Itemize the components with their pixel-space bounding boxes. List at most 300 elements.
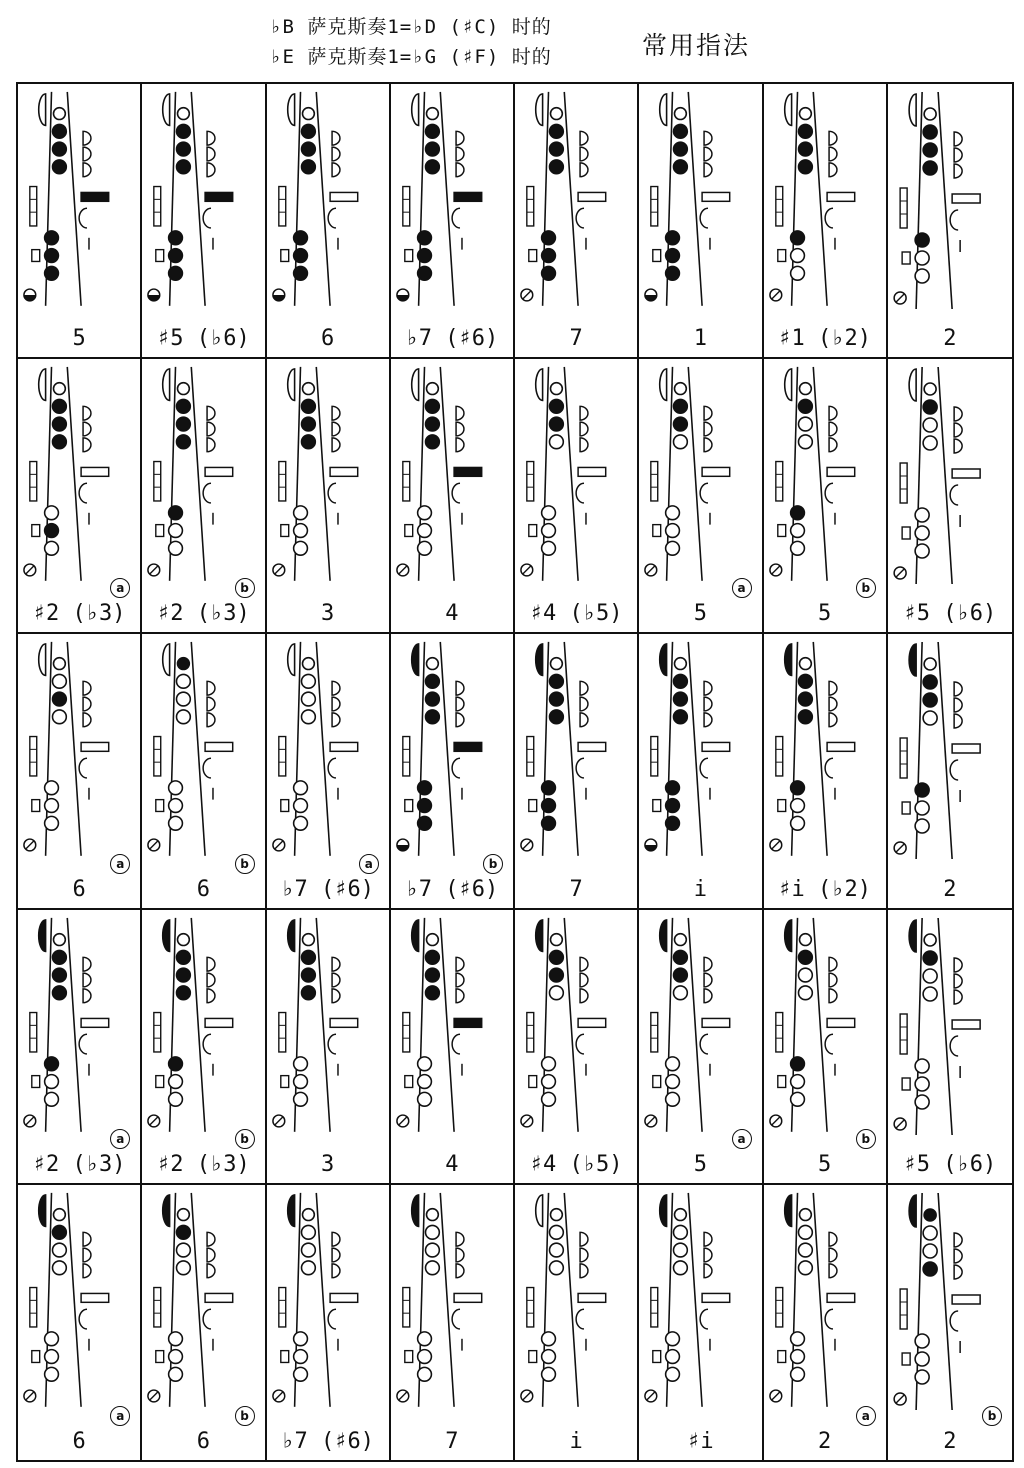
left-stack-keys — [651, 462, 658, 501]
octave-key — [163, 94, 170, 126]
lower-tone-hole — [45, 799, 59, 813]
left-stack-keys — [900, 1289, 907, 1329]
lower-tone-hole — [915, 819, 929, 833]
note-label: ♯5 (♭6) — [157, 326, 250, 352]
upper-tone-hole — [302, 1208, 314, 1220]
variant-badge: b — [235, 1129, 255, 1149]
octave-key — [536, 644, 543, 676]
upper-tone-hole — [53, 142, 67, 156]
side-bar-key — [578, 743, 606, 752]
side-bar-key — [578, 1293, 606, 1302]
note-label: ♭7 (♯6) — [405, 326, 499, 352]
fingering-diagram — [18, 84, 140, 314]
side-curve-key — [328, 759, 336, 779]
side-curve-key — [576, 1034, 584, 1054]
side-key — [332, 988, 340, 1002]
side-key — [207, 438, 215, 452]
octave-key — [287, 644, 294, 676]
upper-tone-hole — [550, 1225, 564, 1239]
side-key — [704, 682, 712, 696]
low-square-key — [405, 1075, 413, 1087]
upper-tone-hole — [53, 710, 67, 724]
upper-tone-hole — [798, 1243, 812, 1257]
side-key — [704, 1248, 712, 1262]
lower-tone-hole — [790, 817, 804, 831]
lower-tone-hole — [417, 1092, 431, 1106]
side-key — [580, 407, 588, 421]
side-key — [332, 1232, 340, 1246]
fingering-diagram — [639, 634, 761, 864]
side-bar-key — [702, 743, 730, 752]
side-curve-key — [79, 483, 87, 503]
upper-tone-hole — [53, 108, 65, 120]
side-bar-key — [578, 468, 606, 477]
fingering-diagram — [267, 910, 389, 1140]
variant-badge: b — [856, 1129, 876, 1149]
lower-tone-hole — [293, 266, 307, 280]
left-stack-keys — [278, 1012, 285, 1051]
side-key — [332, 422, 340, 436]
body-line — [192, 92, 206, 306]
upper-tone-hole — [550, 658, 562, 670]
side-key — [829, 973, 837, 987]
side-key — [954, 132, 962, 146]
fingering-cell — [142, 910, 266, 1185]
lower-tone-hole — [417, 249, 431, 263]
octave-key — [287, 1195, 294, 1227]
upper-tone-hole — [53, 693, 67, 707]
side-bar-key — [702, 1018, 730, 1027]
octave-key — [784, 1195, 791, 1227]
side-key — [332, 973, 340, 987]
side-curve-key — [576, 1309, 584, 1329]
body-line — [813, 92, 827, 306]
low-square-key — [777, 1075, 785, 1087]
side-curve-key — [79, 208, 87, 228]
lower-tone-hole — [417, 1349, 431, 1363]
side-curve-key — [576, 208, 584, 228]
fingering-cell — [764, 1185, 888, 1460]
side-bar-key — [205, 1018, 233, 1027]
upper-tone-hole — [923, 418, 937, 432]
low-square-key — [653, 1350, 661, 1362]
octave-key — [909, 94, 916, 126]
upper-tone-hole — [301, 417, 315, 431]
fingering-diagram — [888, 1185, 1012, 1415]
fingering-diagram — [515, 634, 637, 864]
lower-tone-hole — [790, 249, 804, 263]
side-key — [83, 1264, 91, 1278]
fingering-cell — [18, 1185, 142, 1460]
lower-tone-hole — [417, 1056, 431, 1070]
fingering-diagram — [888, 359, 1012, 589]
side-key — [829, 713, 837, 727]
low-square-key — [156, 250, 164, 262]
lower-tone-hole — [169, 799, 183, 813]
side-key — [83, 1248, 91, 1262]
note-label: 2 — [943, 876, 957, 902]
fingering-diagram — [267, 1185, 389, 1415]
side-curve-key — [825, 1034, 833, 1054]
side-curve-key — [950, 1311, 958, 1331]
side-key — [829, 697, 837, 711]
upper-tone-hole — [550, 968, 564, 982]
upper-tone-hole — [550, 675, 564, 689]
lower-tone-hole — [417, 542, 431, 556]
upper-tone-hole — [674, 417, 688, 431]
note-label: ♯4 (♭5) — [529, 1151, 623, 1177]
lower-tone-hole — [915, 1059, 929, 1073]
lower-tone-hole — [915, 269, 929, 283]
lower-tone-hole — [542, 817, 556, 831]
upper-tone-hole — [425, 968, 439, 982]
upper-tone-hole — [799, 108, 811, 120]
side-bar-key — [205, 192, 233, 201]
octave-key — [909, 920, 916, 952]
fingering-diagram — [18, 359, 140, 589]
upper-tone-hole — [301, 1225, 315, 1239]
fingering-cell — [18, 84, 142, 359]
lower-tone-hole — [45, 542, 59, 556]
lower-tone-hole — [790, 1367, 804, 1381]
upper-tone-hole — [177, 710, 191, 724]
side-bar-key — [827, 1018, 855, 1027]
side-curve-key — [328, 1034, 336, 1054]
body-line — [938, 918, 952, 1135]
lower-tone-hole — [666, 1056, 680, 1070]
lower-tone-hole — [790, 1332, 804, 1346]
fingering-cell — [515, 1185, 639, 1460]
note-label: i — [569, 1429, 583, 1454]
side-key — [829, 163, 837, 177]
left-stack-keys — [775, 1287, 782, 1326]
body-line — [938, 92, 952, 309]
upper-tone-hole — [798, 142, 812, 156]
upper-tone-hole — [426, 383, 438, 395]
upper-tone-hole — [177, 693, 191, 707]
octave-key — [287, 369, 294, 401]
side-key — [954, 1249, 962, 1263]
octave-key — [660, 94, 667, 126]
octave-key — [163, 644, 170, 676]
upper-tone-hole — [674, 124, 688, 138]
body-line — [938, 1193, 952, 1410]
low-square-key — [902, 252, 910, 264]
side-key — [704, 973, 712, 987]
upper-tone-hole — [53, 950, 67, 964]
fingering-cell — [764, 634, 888, 909]
octave-key — [163, 369, 170, 401]
fingering-cell — [888, 910, 1012, 1185]
upper-tone-hole — [177, 142, 191, 156]
lower-tone-hole — [169, 231, 183, 245]
upper-tone-hole — [177, 400, 191, 414]
note-label: ♭7 (♯6) — [405, 876, 499, 902]
side-key — [954, 1265, 962, 1279]
note-label: 7 — [569, 876, 583, 902]
lower-tone-hole — [666, 1367, 680, 1381]
side-key — [207, 422, 215, 436]
side-key — [207, 407, 215, 421]
side-key — [83, 973, 91, 987]
fingering-cell — [515, 84, 639, 359]
side-key — [207, 713, 215, 727]
side-key — [704, 131, 712, 145]
side-key — [456, 973, 464, 987]
low-square-key — [156, 525, 164, 537]
lower-tone-hole — [915, 526, 929, 540]
lower-tone-hole — [45, 817, 59, 831]
lower-tone-hole — [915, 251, 929, 265]
note-label: ♯2 (♭3) — [157, 601, 250, 627]
upper-tone-hole — [425, 675, 439, 689]
upper-tone-hole — [674, 400, 688, 414]
upper-tone-hole — [425, 400, 439, 414]
upper-tone-hole — [178, 933, 190, 945]
octave-key — [163, 1195, 170, 1227]
side-key — [704, 957, 712, 971]
variant-badge: b — [856, 578, 876, 598]
left-stack-keys — [403, 187, 410, 226]
note-label: 2 — [943, 1429, 957, 1454]
left-stack-keys — [651, 187, 658, 226]
fingering-diagram — [267, 634, 389, 864]
note-label: 1 — [693, 326, 707, 352]
lower-tone-hole — [790, 1092, 804, 1106]
lower-tone-hole — [666, 1332, 680, 1346]
upper-tone-hole — [799, 1208, 811, 1220]
body-line — [440, 917, 454, 1131]
side-key — [829, 407, 837, 421]
side-key — [954, 439, 962, 453]
lower-tone-hole — [293, 799, 307, 813]
side-key — [580, 163, 588, 177]
low-square-key — [529, 1075, 537, 1087]
upper-tone-hole — [178, 658, 190, 670]
low-square-key — [280, 1350, 288, 1362]
octave-key — [287, 94, 294, 126]
side-key — [954, 698, 962, 712]
octave-key — [784, 644, 791, 676]
upper-tone-hole — [425, 950, 439, 964]
upper-tone-hole — [177, 968, 191, 982]
lower-tone-hole — [790, 542, 804, 556]
left-stack-keys — [278, 737, 285, 776]
octave-key — [163, 919, 170, 951]
lower-tone-hole — [542, 249, 556, 263]
low-square-key — [32, 525, 40, 537]
side-key — [456, 682, 464, 696]
upper-tone-hole — [550, 142, 564, 156]
upper-tone-hole — [301, 142, 315, 156]
upper-tone-hole — [674, 435, 688, 449]
lower-tone-hole — [293, 231, 307, 245]
upper-tone-hole — [301, 1261, 315, 1275]
upper-tone-hole — [923, 711, 937, 725]
low-square-key — [405, 800, 413, 812]
note-label: ♭7 (♯6) — [281, 1429, 374, 1454]
fingering-diagram — [391, 84, 513, 314]
side-key — [456, 131, 464, 145]
low-square-key — [280, 1075, 288, 1087]
upper-tone-hole — [302, 658, 314, 670]
side-curve-key — [950, 210, 958, 230]
upper-tone-hole — [53, 1225, 67, 1239]
side-key — [456, 407, 464, 421]
octave-key — [909, 369, 916, 401]
body-line — [440, 367, 454, 581]
octave-key — [411, 919, 418, 951]
fingering-diagram — [391, 359, 513, 589]
upper-tone-hole — [798, 986, 812, 1000]
body-line — [440, 1193, 454, 1407]
octave-key — [784, 919, 791, 951]
upper-tone-hole — [675, 108, 687, 120]
side-key — [829, 682, 837, 696]
upper-tone-hole — [425, 1243, 439, 1257]
lower-tone-hole — [45, 266, 59, 280]
side-curve-key — [452, 759, 460, 779]
lower-tone-hole — [915, 544, 929, 558]
upper-tone-hole — [177, 950, 191, 964]
left-stack-keys — [900, 188, 907, 228]
lower-tone-hole — [542, 1332, 556, 1346]
octave-key — [411, 94, 418, 126]
side-key — [704, 988, 712, 1002]
side-key — [829, 131, 837, 145]
left-stack-keys — [651, 737, 658, 776]
upper-tone-hole — [53, 1261, 67, 1275]
lower-tone-hole — [45, 1092, 59, 1106]
fingering-diagram — [142, 84, 264, 314]
fingering-cell — [267, 634, 391, 909]
upper-tone-hole — [177, 160, 191, 174]
upper-tone-hole — [924, 383, 936, 395]
upper-tone-hole — [674, 710, 688, 724]
upper-tone-hole — [798, 710, 812, 724]
lower-tone-hole — [293, 542, 307, 556]
lower-tone-hole — [45, 231, 59, 245]
upper-tone-hole — [923, 987, 937, 1001]
fingering-diagram — [515, 1185, 637, 1415]
body-line — [67, 917, 81, 1131]
lower-tone-hole — [790, 524, 804, 538]
upper-tone-hole — [550, 933, 562, 945]
side-key — [954, 407, 962, 421]
lower-tone-hole — [790, 799, 804, 813]
upper-tone-hole — [674, 160, 688, 174]
side-key — [83, 1232, 91, 1246]
octave-key — [784, 94, 791, 126]
octave-key — [660, 644, 667, 676]
side-bar-key — [330, 1018, 358, 1027]
note-label: 4 — [445, 1151, 459, 1177]
body-line — [689, 642, 703, 856]
side-curve-key — [452, 483, 460, 503]
variant-badge: b — [982, 1406, 1002, 1426]
upper-tone-hole — [923, 161, 937, 175]
upper-tone-hole — [798, 435, 812, 449]
lower-tone-hole — [293, 781, 307, 795]
side-key — [580, 1264, 588, 1278]
fingering-cell — [515, 634, 639, 909]
lower-tone-hole — [666, 1074, 680, 1088]
octave-key — [287, 919, 294, 951]
variant-badge: a — [359, 854, 379, 874]
fingering-cell — [267, 910, 391, 1185]
lower-tone-hole — [915, 508, 929, 522]
body-line — [813, 917, 827, 1131]
title-suffix: 常用指法 — [642, 31, 751, 60]
upper-tone-hole — [425, 986, 439, 1000]
side-curve-key — [79, 759, 87, 779]
body-line — [192, 1193, 206, 1407]
side-key — [580, 131, 588, 145]
low-square-key — [405, 1350, 413, 1362]
upper-tone-hole — [301, 986, 315, 1000]
upper-tone-hole — [550, 1261, 564, 1275]
lower-tone-hole — [169, 781, 183, 795]
lower-tone-hole — [542, 1056, 556, 1070]
upper-tone-hole — [178, 1208, 190, 1220]
body-line — [689, 917, 703, 1131]
body-line — [813, 367, 827, 581]
upper-tone-hole — [301, 124, 315, 138]
fingering-diagram — [142, 634, 264, 864]
side-key — [332, 682, 340, 696]
lower-tone-hole — [542, 781, 556, 795]
side-key — [580, 713, 588, 727]
upper-tone-hole — [177, 1225, 191, 1239]
upper-tone-hole — [550, 435, 564, 449]
side-key — [83, 147, 91, 161]
lower-tone-hole — [169, 1056, 183, 1070]
fingering-cell — [267, 1185, 391, 1460]
upper-tone-hole — [53, 1208, 65, 1220]
left-stack-keys — [30, 1012, 37, 1051]
lower-tone-hole — [169, 249, 183, 263]
lower-tone-hole — [45, 1074, 59, 1088]
lower-tone-hole — [417, 799, 431, 813]
side-key — [456, 438, 464, 452]
side-key — [456, 988, 464, 1002]
upper-tone-hole — [53, 986, 67, 1000]
fingering-cell — [267, 84, 391, 359]
lower-tone-hole — [169, 1092, 183, 1106]
side-curve-key — [700, 483, 708, 503]
upper-tone-hole — [924, 1209, 936, 1221]
upper-tone-hole — [301, 968, 315, 982]
body-line — [67, 1193, 81, 1407]
fingering-diagram — [639, 910, 761, 1140]
side-key — [580, 1248, 588, 1262]
body-line — [564, 367, 578, 581]
fingering-cell — [764, 84, 888, 359]
fingering-cell — [18, 910, 142, 1185]
upper-tone-hole — [923, 400, 937, 414]
body-line — [813, 642, 827, 856]
lower-tone-hole — [915, 1095, 929, 1109]
body-line — [564, 917, 578, 1131]
lower-tone-hole — [542, 524, 556, 538]
low-square-key — [156, 1350, 164, 1362]
upper-tone-hole — [301, 693, 315, 707]
fingering-cell — [888, 84, 1012, 359]
side-curve-key — [79, 1034, 87, 1054]
note-label: ♯i — [687, 1429, 714, 1454]
side-bar-key — [205, 468, 233, 477]
upper-tone-hole — [425, 693, 439, 707]
